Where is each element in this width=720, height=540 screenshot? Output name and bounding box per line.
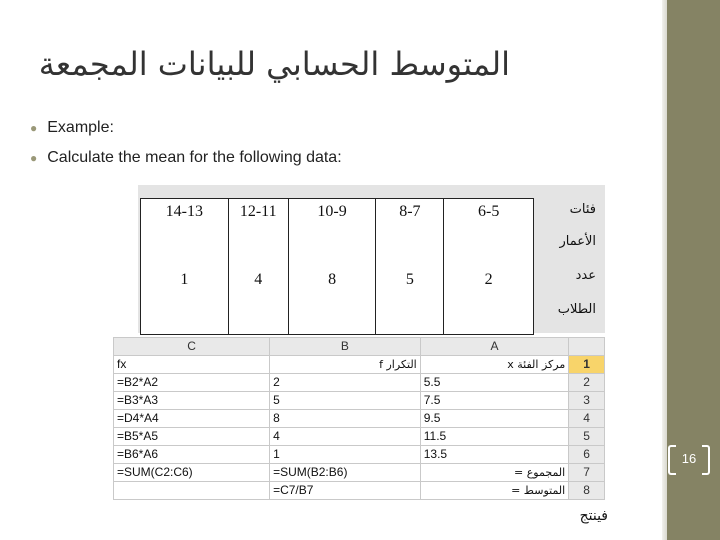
student-count: 5 bbox=[405, 271, 414, 288]
bullet-dot-icon: ● bbox=[30, 151, 38, 165]
row-label: فئات bbox=[569, 202, 596, 217]
table-row bbox=[114, 464, 605, 482]
column-header-a[interactable]: A bbox=[420, 338, 568, 356]
table-row bbox=[114, 392, 605, 410]
bullet-item bbox=[30, 113, 630, 143]
cell-c8[interactable] bbox=[114, 482, 270, 500]
cell-c1[interactable]: fx bbox=[114, 356, 270, 374]
cell-b3[interactable]: 5 bbox=[270, 392, 421, 410]
column-header-c[interactable]: C bbox=[114, 338, 270, 356]
table-row bbox=[114, 410, 605, 428]
cell-b4[interactable]: 8 bbox=[270, 410, 421, 428]
student-count: 2 bbox=[484, 271, 493, 288]
frequency-row-labels bbox=[536, 198, 602, 333]
bullet-text: Calculate the mean for the following data: bbox=[47, 149, 342, 166]
row-number[interactable]: 4 bbox=[569, 410, 605, 428]
freq-column bbox=[228, 199, 288, 335]
cell-b5[interactable]: 4 bbox=[270, 428, 421, 446]
cell-c6[interactable]: =B6*A6 bbox=[114, 446, 270, 464]
row-number[interactable]: 7 bbox=[569, 464, 605, 482]
slide-title: المتوسط الحسابي للبيانات المجمعة bbox=[38, 45, 510, 83]
table-row bbox=[114, 446, 605, 464]
cell-b1[interactable]: التكرار f bbox=[270, 356, 421, 374]
class-interval: 8-7 bbox=[399, 203, 421, 220]
cell-c2[interactable]: =B2*A2 bbox=[114, 374, 270, 392]
class-interval: 14-13 bbox=[165, 203, 203, 220]
cell-a2[interactable]: 5.5 bbox=[420, 374, 568, 392]
slide-number: 16 bbox=[666, 442, 712, 476]
cell-c4[interactable]: =D4*A4 bbox=[114, 410, 270, 428]
corner-cell[interactable] bbox=[569, 338, 605, 356]
table-row bbox=[114, 374, 605, 392]
cell-a7[interactable]: المجموع = bbox=[420, 464, 568, 482]
class-interval: 12-11 bbox=[239, 203, 277, 220]
student-count: 4 bbox=[254, 271, 263, 288]
row-label: الأعمار bbox=[559, 234, 596, 249]
row-number[interactable]: 1 bbox=[569, 356, 605, 374]
bullet-dot-icon: ● bbox=[30, 121, 38, 135]
row-number[interactable]: 2 bbox=[569, 374, 605, 392]
row-number[interactable]: 6 bbox=[569, 446, 605, 464]
table-row bbox=[114, 356, 605, 374]
row-number[interactable]: 8 bbox=[569, 482, 605, 500]
column-header-b[interactable]: B bbox=[270, 338, 421, 356]
bullet-item bbox=[30, 143, 630, 173]
freq-column bbox=[444, 199, 534, 335]
freq-column bbox=[376, 199, 444, 335]
bullet-text: Example: bbox=[47, 119, 114, 136]
class-interval: 10-9 bbox=[317, 203, 347, 220]
cell-a3[interactable]: 7.5 bbox=[420, 392, 568, 410]
freq-column bbox=[288, 199, 376, 335]
table-row bbox=[114, 428, 605, 446]
cell-b6[interactable]: 1 bbox=[270, 446, 421, 464]
student-count: 1 bbox=[180, 271, 189, 288]
cell-c5[interactable]: =B5*A5 bbox=[114, 428, 270, 446]
cell-b2[interactable]: 2 bbox=[270, 374, 421, 392]
freq-column bbox=[141, 199, 229, 335]
row-label: عدد bbox=[575, 268, 596, 283]
column-header-row bbox=[114, 338, 605, 356]
cell-a1[interactable]: مركز الفئة x bbox=[420, 356, 568, 374]
class-interval: 6-5 bbox=[478, 203, 500, 220]
cell-c3[interactable]: =B3*A3 bbox=[114, 392, 270, 410]
student-count: 8 bbox=[328, 271, 337, 288]
cell-a4[interactable]: 9.5 bbox=[420, 410, 568, 428]
cell-a5[interactable]: 11.5 bbox=[420, 428, 568, 446]
cell-b8[interactable]: =C7/B7 bbox=[270, 482, 421, 500]
row-number[interactable]: 3 bbox=[569, 392, 605, 410]
spreadsheet bbox=[113, 337, 605, 500]
cell-b7[interactable]: =SUM(B2:B6) bbox=[270, 464, 421, 482]
table-row bbox=[114, 482, 605, 500]
row-number[interactable]: 5 bbox=[569, 428, 605, 446]
bullet-list bbox=[30, 113, 630, 173]
row-label: الطلاب bbox=[557, 302, 596, 317]
cell-a6[interactable]: 13.5 bbox=[420, 446, 568, 464]
result-label: فينتج bbox=[579, 508, 608, 524]
cell-a8[interactable]: المتوسط = bbox=[420, 482, 568, 500]
cell-c7[interactable]: =SUM(C2:C6) bbox=[114, 464, 270, 482]
frequency-table bbox=[140, 198, 534, 335]
